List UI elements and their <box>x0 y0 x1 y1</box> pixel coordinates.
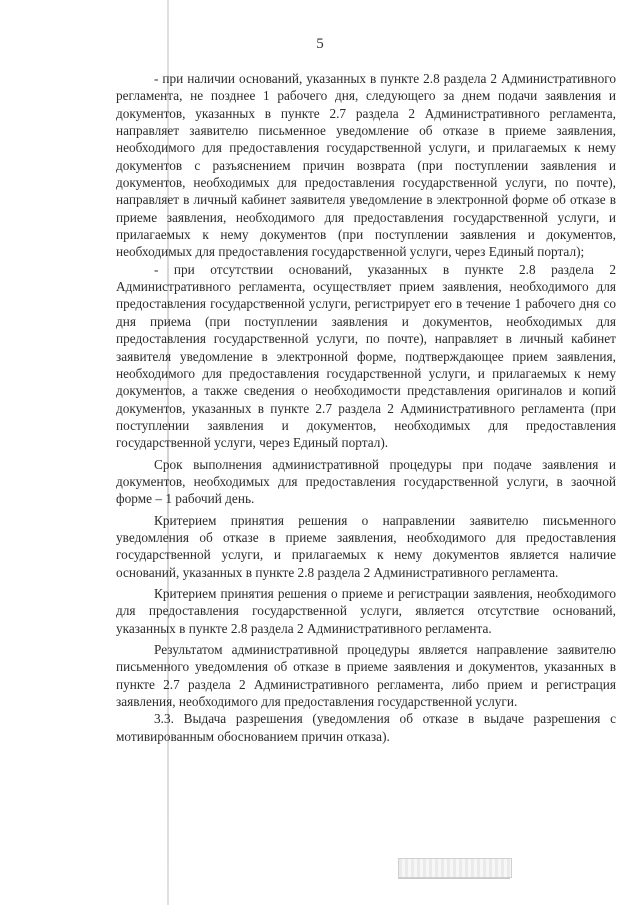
paragraph-acceptance-criterion: Критерием принятия решения о приеме и регистрации заявления, необходимого для предоставления государственной услуги, является отсутствие оснований, указанных в пункте 2.8 раздела 2 Административного регламента. <box>116 585 616 636</box>
paragraph-acceptance-case: - при отсутствии оснований, указанных в пункте 2.8 раздела 2 Административного регламента, осуществляет прием заявления, необходимого для предоставления государственной услуги, регистрирует его в течение 1 рабочего дня со дня приема (при поступлении заявления и документов, необходимых для предоставления государственной услуги, по почте), направляет в личный кабинет заявителя уведомление в электронной форме, подтверждающее прием заявления, необходимого для предоставления государственной услуги, и прилагаемых к нему документов, а также сведения о необходимости представления оригиналов и копий документов, указанных в пункте 2.7 раздела 2 Административного регламента (при поступлении заявления и документов, необходимых для предоставления государственной услуги, через Единый портал). <box>116 261 616 451</box>
paragraph-refusal-case: - при наличии оснований, указанных в пункте 2.8 раздела 2 Административного регламента, не позднее 1 рабочего дня, следующего за днем подачи заявления и документов, указанных в пункте 2.7 раздела 2 Административного регламента, направляет заявителю письменное уведомление об отказе в приеме заявления, необходимого для предоставления государственной услуги, и прилагаемых к нему документов с разъяснением причин возврата (при поступлении заявления и документов, необходимых для предоставления государственной услуги, по почте), направляет в личный кабинет заявителя уведомление в электронной форме об отказе в приеме заявления, необходимого для предоставления государственной услуги, и прилагаемых к нему документов (при поступлении заявления и документов, необходимых для предоставления государственной услуги, через Единый портал); <box>116 71 616 260</box>
paragraph-deadline: Срок выполнения административной процедуры при подаче заявления и документов, необходимых для предоставления государственной услуги, в заочной форме – 1 рабочий день. <box>116 456 616 507</box>
document-body <box>116 70 616 745</box>
stamp-underline <box>398 878 510 879</box>
page-number: 5 <box>316 36 324 52</box>
section-heading-3-3: 3.3. Выдача разрешения (уведомления об отказе в выдаче разрешения с мотивированным обоснованием причин отказа). <box>116 711 616 744</box>
paragraph-result: Результатом административной процедуры является направление заявителю письменного уведомления об отказе в приеме заявления и документов, указанных в пункте 2.7 раздела 2 Административного регламента, либо прием и регистрация заявления, необходимого для предоставления государственной услуги. <box>116 642 616 710</box>
paragraph-refusal-criterion: Критерием принятия решения о направлении заявителю письменного уведомления об отказе в приеме заявления, необходимого для предоставления государственной услуги, и прилагаемых к нему документов является наличие оснований, указанных в пункте 2.8 раздела 2 Административного регламента. <box>116 512 616 580</box>
faded-stamp <box>398 858 512 878</box>
